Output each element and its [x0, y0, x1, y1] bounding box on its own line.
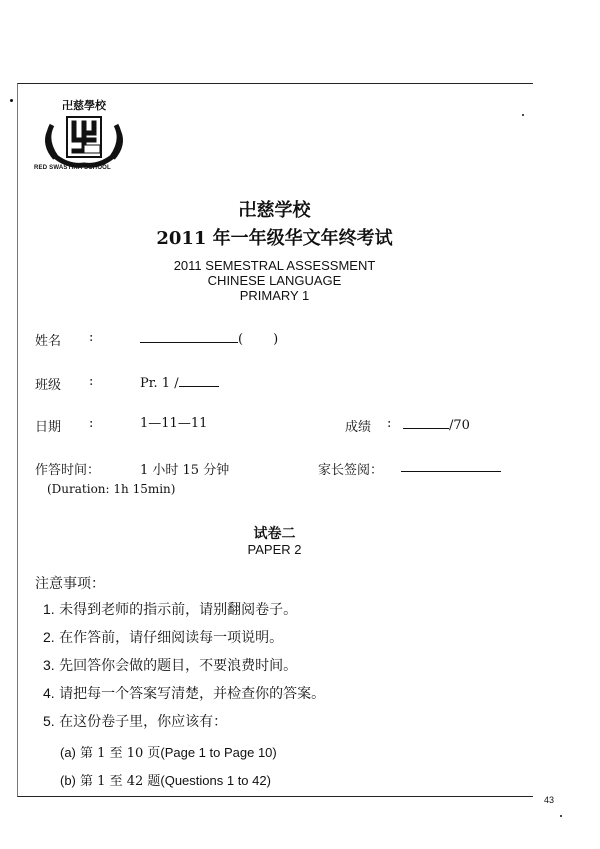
note-item — [43, 627, 283, 647]
scan-speck — [522, 114, 524, 116]
sub-note-item — [60, 770, 271, 789]
duration-label: 作答时间： — [35, 463, 101, 478]
notes-title: 注意事项： — [35, 576, 105, 592]
score-field[interactable] — [403, 416, 470, 433]
school-logo — [34, 95, 134, 175]
class-value: Pr. 1 / — [140, 376, 179, 391]
sub-note-item — [60, 742, 277, 761]
note-text: 先回答你会做的题目，不要浪费时间。 — [59, 658, 298, 674]
sub-note-en: (Questions 1 to 42) — [160, 773, 271, 788]
duration-english: (Duration: 1h 15min) — [47, 482, 176, 496]
logo-top-text: 卍慈學校 — [62, 99, 106, 112]
date-value: 1—11—11 — [140, 416, 208, 431]
page-number: 43 — [544, 795, 555, 805]
name-field[interactable] — [140, 330, 278, 347]
sub-note-number: (a) — [60, 745, 76, 760]
sub-note-cn: 第 1 至 42 题 — [80, 774, 161, 789]
note-number: 1. — [43, 601, 55, 617]
note-text: 在这份卷子里，你应该有： — [59, 714, 228, 730]
scan-speck — [10, 99, 13, 102]
parent-sign-label: 家长签阅： — [318, 463, 384, 478]
level-title: PRIMARY 1 — [239, 288, 310, 303]
name-colon: : — [89, 330, 94, 345]
class-blank[interactable] — [179, 374, 219, 387]
score-total: /70 — [449, 418, 470, 433]
parent-sign-blank[interactable] — [401, 459, 501, 472]
parent-sign-field[interactable] — [401, 459, 501, 476]
name-paren-open: ( — [238, 332, 244, 347]
exam-title: 2011 年一年级华文年终考试 — [156, 228, 393, 249]
note-text: 未得到老师的指示前，请别翻阅卷子。 — [59, 602, 298, 618]
name-label: 姓名 — [35, 334, 62, 349]
school-name: 卍慈学校 — [238, 200, 311, 221]
class-label: 班级 — [35, 378, 62, 393]
sub-note-en: (Page 1 to Page 10) — [160, 745, 277, 760]
subject-title: CHINESE LANGUAGE — [207, 273, 342, 288]
note-number: 4. — [43, 685, 55, 701]
note-text: 请把每一个答案写清楚，并检查你的答案。 — [59, 686, 326, 702]
sub-note-cn: 第 1 至 10 页 — [80, 746, 161, 761]
note-item — [43, 599, 297, 619]
scan-speck — [560, 815, 562, 817]
score-label: 成绩 — [345, 420, 372, 435]
sub-note-number: (b) — [60, 773, 76, 788]
paper-title-en: PAPER 2 — [247, 542, 302, 557]
note-item — [43, 711, 227, 731]
duration-value: 1 小时 15 分钟 — [140, 463, 230, 478]
note-number: 2. — [43, 629, 55, 645]
score-blank[interactable] — [403, 416, 449, 429]
note-number: 3. — [43, 657, 55, 673]
note-text: 在作答前，请仔细阅读每一项说明。 — [59, 630, 284, 646]
score-colon: : — [387, 416, 392, 431]
note-number: 5. — [43, 713, 55, 729]
assessment-title: 2011 SEMESTRAL ASSESSMENT — [173, 258, 376, 273]
name-paren-close: ) — [273, 332, 279, 347]
class-field[interactable] — [140, 374, 219, 391]
date-colon: : — [89, 416, 94, 431]
paper-title-cn: 试卷二 — [253, 526, 296, 542]
name-blank[interactable] — [140, 330, 238, 343]
date-label: 日期 — [35, 420, 62, 435]
class-colon: : — [89, 374, 94, 389]
note-item — [43, 655, 297, 675]
logo-caption: RED SWASTIKA SCHOOL — [34, 165, 111, 171]
note-item — [43, 683, 325, 703]
